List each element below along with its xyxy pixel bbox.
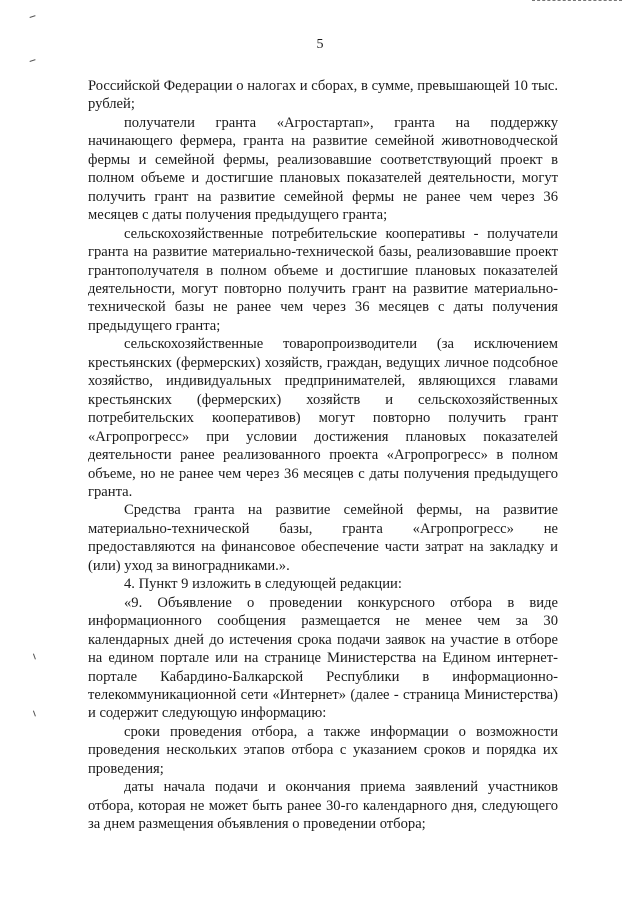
page-number: 5 <box>316 37 324 52</box>
paragraph: сельскохозяйственные товаропроизводители (за исключением крестьянских (фермерских) хозяйств, граждан, ведущих личное подсобное хозяйство, индивидуальных предпринимателей, являющихся главами крестьянских (фермерских) хозяйств и сельскохозяйственных потребительских кооперативов) могут повторно получить грант «Агропрогресс» при условии достижения плановых показателей деятельности ранее реализованного проекта «Агропрогресс» в полном объеме, но не ранее чем через 36 месяцев с даты получения предыдущего гранта. <box>88 336 558 500</box>
paragraph: даты начала подачи и окончания приема заявлений участников отбора, которая не может быть ранее 30-го календарного дня, следующего за днем размещения объявления о проведении отбора; <box>88 779 558 833</box>
paragraph: Российской Федерации о налогах и сборах, в сумме, превышающей 10 тыс. рублей; <box>88 78 558 113</box>
scan-speck <box>30 15 37 21</box>
scan-speck <box>30 653 36 660</box>
scan-speck <box>30 710 36 717</box>
paragraph: получатели гранта «Агростартап», гранта на поддержку начинающего фермера, гранта на развитие семейной животноводческой фермы и семейной фермы, реализовавшие соответствующий проект в полном объеме и достигшие плановых показателей деятельности, могут получить грант на развитие семейной фермы не ранее чем через 36 месяцев с даты получения предыдущего гранта; <box>88 114 558 224</box>
paragraph: сельскохозяйственные потребительские кооперативы - получатели гранта на развитие материально-технической базы, реализовавшие проект грантополучателя в полном объеме и достигшие плановых показателей деятельности, могут повторно получить грант на развитие материально-технической базы не ранее чем через 36 месяцев с даты получения предыдущего гранта; <box>88 225 558 334</box>
paragraph: «9. Объявление о проведении конкурсного отбора в виде информационного сообщения размещается не менее чем за 30 календарных дней до истечения срока подачи заявок на участие в отборе на едином портале или на странице Министерства на Едином интернет-портале Кабардино-Балкарской Республики в информационно-телекоммуникационной сети «Интернет» (далее - страница Министерства) и содержит следующую информацию: <box>88 594 558 722</box>
scan-edge-mark <box>532 0 622 3</box>
scan-speck <box>30 59 37 65</box>
paragraph: сроки проведения отбора, а также информации о возможности проведения нескольких этапов отбора с указанием сроков и порядка их проведения; <box>88 723 558 777</box>
document-body <box>88 77 558 834</box>
paragraph: Средства гранта на развитие семейной фермы, на развитие материально-технической базы, гранта «Агропрогресс» не предоставляются на финансовое обеспечение части затрат на закладку и (или) уход за виноградниками.». <box>88 502 558 574</box>
paragraph: 4. Пункт 9 изложить в следующей редакции: <box>124 576 402 593</box>
